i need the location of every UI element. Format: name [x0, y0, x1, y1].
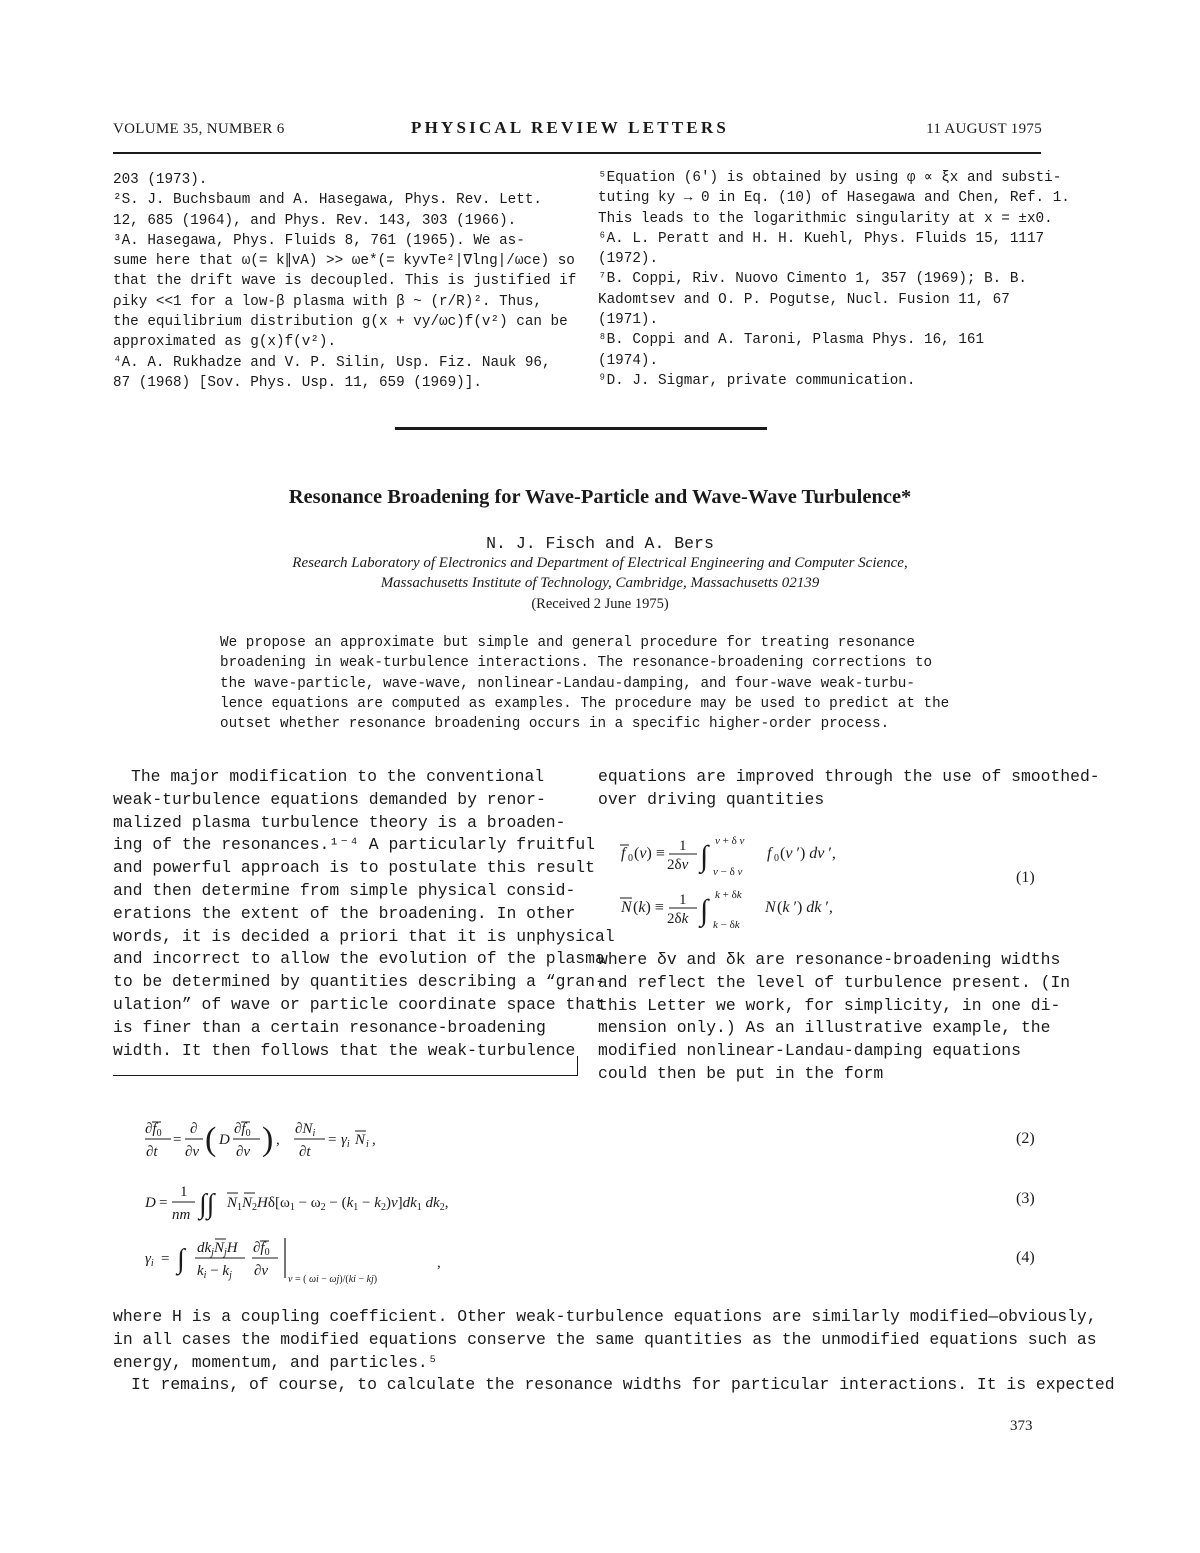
reference-line: Kadomtsev and O. P. Pogutse, Nucl. Fusion 11, 67 [598, 291, 1010, 308]
svg-text:D: D [145, 1195, 156, 1211]
article-separator-rule [395, 427, 767, 430]
svg-text:v = ( ωi − ωj)/(ki − kj): v = ( ωi − ωj)/(ki − kj) [288, 1274, 378, 1285]
body-line: and then determine from simple physical consid- [113, 880, 576, 900]
svg-text:,: , [437, 1255, 441, 1271]
reference-line: the equilibrium distribution g(x + vy/ωc)f(v²) can be [113, 314, 568, 331]
svg-text:N: N [355, 1132, 366, 1148]
body-line: this Letter we work, for simplicity, in one di- [598, 995, 1061, 1015]
reference-line: approximated as g(x)f(v²). [113, 334, 337, 351]
svg-text:∫∫: ∫∫ [199, 1189, 215, 1220]
body-line: in all cases the modified equations conserve the same quantities as the unmodified equations such as [113, 1329, 1097, 1349]
abstract-line: the wave-particle, wave-wave, nonlinear-Landau-damping, and four-wave weak-turbu- [220, 675, 915, 692]
svg-text:k − δk: k − δk [713, 919, 740, 931]
body-line: where H is a coupling coefficient. Other weak-turbulence equations are similarly modified—obviously, [113, 1307, 1097, 1326]
article-title: Resonance Broadening for Wave-Particle and Wave-Wave Turbulence* [288, 486, 912, 508]
body-line: modified nonlinear-Landau-damping equations [598, 1041, 1021, 1061]
body-line: to be determined by quantities describing a “gran- [113, 972, 605, 992]
svg-text:∫: ∫ [700, 894, 709, 927]
svg-text:v + δ v: v + δ v [715, 835, 745, 847]
equation-2 [145, 1117, 445, 1167]
body-line: is finer than a certain resonance-broadening [113, 1017, 546, 1037]
body-line: and reflect the level of turbulence present. (In [598, 972, 1071, 992]
reference-line: ⁵Equation (6′) is obtained by using φ ∝ ξx and substi- [598, 170, 1062, 186]
body-line: mension only.) As an illustrative example, the [598, 1018, 1051, 1038]
svg-text:i: i [366, 1139, 369, 1150]
body-line: weak-turbulence equations demanded by renor- [113, 789, 546, 809]
body-line: It remains, of course, to calculate the resonance widths for particular interactions. It is expected [131, 1375, 1115, 1395]
svg-text:nm: nm [172, 1207, 191, 1223]
svg-text:0: 0 [628, 853, 633, 864]
svg-text:N: N [765, 899, 776, 916]
body-line: width. It then follows that the weak-turbulence [113, 1040, 576, 1060]
body-right-column-top [598, 766, 1100, 812]
body-line: and powerful approach is to postulate this result [113, 858, 595, 878]
body-line: and incorrect to allow the evolution of the plasma [113, 949, 605, 969]
abstract-line: outset whether resonance broadening occurs in a specific higher-order process. [220, 716, 890, 733]
body-left-column [113, 766, 615, 1062]
running-header-date: 11 AUGUST 1975 [926, 121, 1042, 137]
svg-text:∂Ni: $\partial N_i$ [295, 1121, 316, 1139]
body-line: equations are improved through the use of smoothed- [598, 767, 1100, 786]
reference-line: 12, 685 (1964), and Phys. Rev. 143, 303 (1966). [113, 212, 517, 229]
affiliation-line: Massachusetts Institute of Technology, Cambridge, Massachusetts 02139 [380, 575, 820, 591]
body-line: The major modification to the conventional [131, 767, 545, 786]
svg-text:∂: ∂ [190, 1121, 198, 1137]
svg-text:ki − kj: $k_i - k_j$ [197, 1263, 232, 1281]
reference-line: 203 (1973). [113, 172, 208, 188]
svg-text:,: , [372, 1132, 376, 1148]
abstract-line: We propose an approximate but simple and general procedure for treating resonance [220, 635, 915, 651]
svg-text:1: 1 [679, 892, 687, 908]
body-line: over driving quantities [598, 789, 825, 809]
svg-text:D: D [219, 1132, 230, 1148]
svg-text:=: = [328, 1132, 337, 1148]
reference-line: This leads to the logarithmic singularity at x = ±x0. [598, 210, 1053, 227]
references-left-column [113, 170, 577, 393]
column-end-rule [113, 1075, 578, 1076]
reference-line: 87 (1968) [Sov. Phys. Usp. 11, 659 (1969)]. [113, 374, 482, 391]
body-full-width [113, 1306, 1115, 1397]
svg-text:∂v: ∂v [185, 1144, 200, 1160]
reference-line: (1971). [598, 312, 659, 329]
reference-line: (1974). [598, 352, 659, 369]
affiliation-line: Research Laboratory of Electronics and Department of Electrical Engineering and Computer Science, [292, 555, 908, 571]
abstract-line: broadening in weak-turbulence interactions. The resonance-broadening corrections to [220, 655, 933, 672]
svg-text:,: , [276, 1132, 280, 1148]
equation-3 [145, 1180, 565, 1225]
references-right-column [598, 168, 1070, 391]
reference-line: ⁹D. J. Sigmar, private communication. [598, 372, 916, 389]
svg-text:∫: ∫ [700, 840, 709, 873]
svg-text:∫: ∫ [177, 1244, 185, 1275]
svg-text:∂t: ∂t [146, 1144, 158, 1160]
equation-number: (4) [1016, 1249, 1035, 1266]
svg-text:(v ′) dv ′,: (v ′) dv ′, [780, 845, 836, 862]
body-line: erations the extent of the broadening. In other [113, 903, 576, 923]
reference-line: ²S. J. Buchsbaum and A. Hasegawa, Phys. Rev. Lett. [113, 192, 542, 209]
body-line: words, it is decided a priori that it is unphysical [113, 926, 615, 946]
svg-text:γi: $\gamma_i$ [145, 1251, 154, 1269]
svg-text:N: N [621, 899, 632, 916]
svg-text:γi: $\gamma_i$ [341, 1132, 350, 1150]
reference-line: that the drift wave is decoupled. This is justified if [113, 273, 577, 290]
body-line: where δv and δk are resonance-broadening widths [598, 950, 1061, 969]
svg-text:∂f0: $\partial f_0$ [145, 1121, 162, 1139]
svg-text:1: 1 [679, 838, 687, 854]
running-header-volume: VOLUME 35, NUMBER 6 [113, 121, 285, 137]
svg-text:v − δ v: v − δ v [713, 866, 743, 878]
svg-text:N1N2Hδ[ω1 − ω2 − (k1 − k2)v]dk: $N_1N_2H\delta[\omega_1 - \omega_2 - (k_1 - k_2)v]dk_1$ $dk_2$, [227, 1195, 449, 1213]
svg-text:(k ′) dk ′,: (k ′) dk ′, [777, 899, 833, 916]
body-right-column-bottom [598, 949, 1071, 1086]
svg-text:dkjNjH: $dk_jN_jH$ [197, 1240, 238, 1258]
svg-text:∂t: ∂t [299, 1144, 311, 1160]
svg-text:2δk: 2δk [667, 911, 689, 927]
svg-text:1: 1 [180, 1184, 188, 1200]
reference-line: ³A. Hasegawa, Phys. Fluids 8, 761 (1965). We as- [113, 232, 525, 249]
equation-number: (3) [1016, 1190, 1035, 1207]
svg-text:0: 0 [774, 853, 779, 864]
svg-text:∂v: ∂v [254, 1263, 269, 1279]
body-line: malized plasma turbulence theory is a broaden- [113, 812, 566, 832]
svg-text:2δv: 2δv [667, 857, 689, 873]
svg-text:∂f0: $\partial f_0$ [234, 1121, 251, 1139]
article-authors: N. J. Fisch and A. Bers [486, 534, 714, 553]
abstract-line: lence equations are computed as examples. The procedure may be used to predict at the [220, 695, 950, 712]
column-end-tick [577, 1056, 578, 1076]
body-line: ulation” of wave or particle coordinate space that [113, 994, 605, 1014]
running-header-journal: PHYSICAL REVIEW LETTERS [411, 118, 729, 137]
body-line: could then be put in the form [598, 1063, 884, 1083]
page-number: 373 [1010, 1418, 1033, 1434]
svg-text:f: f [767, 845, 772, 862]
reference-line: tuting ky → 0 in Eq. (10) of Hasegawa and Chen, Ref. 1. [598, 190, 1070, 207]
header-rule [113, 152, 1041, 154]
equation-4 [145, 1234, 465, 1284]
svg-text:k + δk: k + δk [715, 889, 742, 901]
reference-line: sume here that ω(= k∥vA) >> ωe*(= kyvTe²|∇lng|/ωce) so [113, 253, 575, 270]
svg-text:(k) ≡: (k) ≡ [633, 899, 664, 916]
svg-text:=: = [173, 1132, 182, 1148]
equation-1 [615, 826, 895, 931]
reference-line: (1972). [598, 251, 659, 268]
reference-line: ⁷B. Coppi, Riv. Nuovo Cimento 1, 357 (1969); B. B. [598, 271, 1027, 288]
body-line: ing of the resonances.¹⁻⁴ A particularly fruitful [113, 835, 595, 855]
received-date: (Received 2 June 1975) [531, 596, 669, 612]
svg-text:∂f0: $\partial f_0$ [253, 1240, 270, 1258]
reference-line: ρiky <<1 for a low-β plasma with β ~ (r/R)². Thus, [113, 293, 542, 310]
svg-text:(v) ≡: (v) ≡ [634, 845, 665, 862]
body-line: energy, momentum, and particles.⁵ [113, 1352, 438, 1372]
svg-text:): ) [262, 1121, 274, 1158]
svg-text:=: = [161, 1251, 170, 1267]
equation-number: (2) [1016, 1130, 1035, 1147]
svg-text:∂v: ∂v [236, 1144, 251, 1160]
svg-text:f: f [621, 845, 626, 862]
abstract [220, 633, 950, 734]
svg-text:=: = [159, 1195, 168, 1211]
reference-line: ⁴A. A. Rukhadze and V. P. Silin, Usp. Fiz. Nauk 96, [113, 354, 551, 371]
equation-number: (1) [1016, 869, 1035, 886]
svg-text:(: ( [205, 1121, 217, 1158]
reference-line: ⁸B. Coppi and A. Taroni, Plasma Phys. 16, 161 [598, 332, 985, 349]
reference-line: ⁶A. L. Peratt and H. H. Kuehl, Phys. Fluids 15, 1117 [598, 230, 1045, 247]
